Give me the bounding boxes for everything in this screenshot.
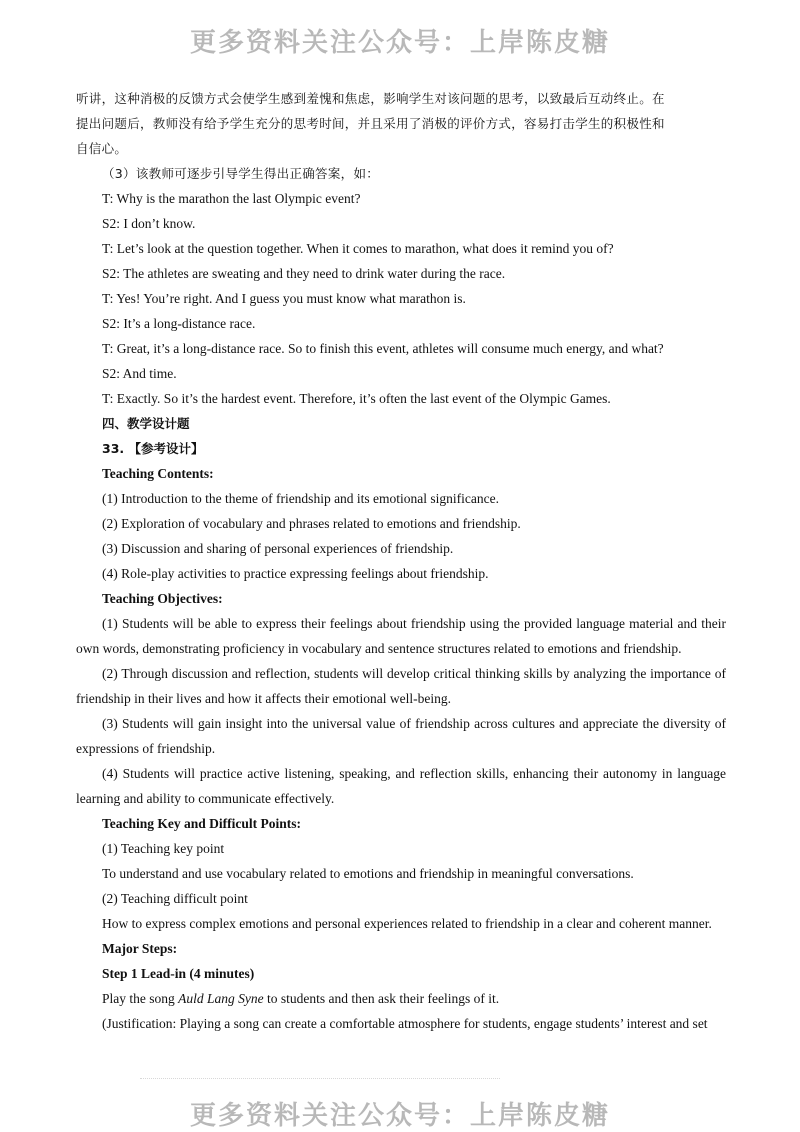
dialogue-line: S2: I don’t know.	[102, 216, 196, 231]
teaching-contents-item: (1) Introduction to the theme of friendship and its emotional significance.	[102, 491, 500, 506]
intro-line-1: 听讲，这种消极的反馈方式会使学生感到羞愧和焦虑，影响学生对该问题的思考，以致最后互动终止。在	[76, 91, 665, 106]
teaching-objective: (3) Students will gain insight into the universal value of friendship across cultures and appreciate the diversity of expressions of friendship.	[76, 716, 726, 756]
key-point-label: (1) Teaching key point	[102, 841, 225, 856]
watermark-top: 更多资料关注公众号：上岸陈皮糖	[189, 28, 610, 58]
intro-line-2: 提出问题后，教师没有给予学生充分的思考时间，并且采用了消极的评价方式，容易打击学生的积极性和	[76, 116, 665, 131]
question-number: 33. 【参考设计】	[102, 441, 204, 456]
key-point-text: To understand and use vocabulary related to emotions and friendship in meaningful conversations.	[102, 866, 634, 881]
watermark-bottom: 更多资料关注公众号：上岸陈皮糖	[189, 1101, 610, 1131]
justification-text: (Justification: Playing a song can create a comfortable atmosphere for students, engage students’ interest and set	[102, 1016, 708, 1031]
teaching-objective: (1) Students will be able to express their feelings about friendship using the provided language material and their own words, demonstrating proficiency in vocabulary and sentence structures related to emotions and friendship.	[76, 616, 726, 656]
dialogue-line: S2: It’s a long-distance race.	[102, 316, 256, 331]
difficult-point-label: (2) Teaching difficult point	[102, 891, 248, 906]
dialogue-line: T: Why is the marathon the last Olympic event?	[102, 191, 361, 206]
song-title: Auld Lang Syne	[178, 991, 264, 1006]
step-1-text-after: to students and then ask their feelings of it.	[263, 991, 500, 1006]
step-1-title: Step 1 Lead-in (4 minutes)	[102, 966, 255, 981]
document-body	[76, 86, 726, 1036]
dialogue-line: S2: The athletes are sweating and they need to drink water during the race.	[102, 266, 506, 281]
teaching-objectives-title: Teaching Objectives:	[102, 591, 223, 606]
intro-line-3: 自信心。	[76, 141, 128, 156]
dialogue-line: T: Let’s look at the question together. When it comes to marathon, what does it remind you of?	[102, 241, 614, 256]
dialogue-line: T: Exactly. So it’s the hardest event. Therefore, it’s often the last event of the Olympic Games.	[102, 391, 611, 406]
point-3-text: （3）该教师可逐步引导学生得出正确答案，如：	[102, 166, 380, 181]
major-steps-title: Major Steps:	[102, 941, 178, 956]
section-heading: 四、教学设计题	[102, 416, 190, 431]
key-points-title: Teaching Key and Difficult Points:	[102, 816, 302, 831]
dialogue-line: T: Great, it’s a long-distance race. So to finish this event, athletes will consume much energy, and what?	[102, 341, 664, 356]
teaching-objective: (2) Through discussion and reflection, students will develop critical thinking skills by analyzing the importance of friendship in their lives and how it affects their emotional well-being.	[76, 666, 726, 706]
step-1-text-before: Play the song	[102, 991, 179, 1006]
teaching-contents-item: (2) Exploration of vocabulary and phrases related to emotions and friendship.	[102, 516, 521, 531]
teaching-contents-title: Teaching Contents:	[102, 466, 214, 481]
teaching-contents-item: (4) Role-play activities to practice expressing feelings about friendship.	[102, 566, 489, 581]
faded-line-divider	[140, 1078, 500, 1081]
dialogue-line: T: Yes! You’re right. And I guess you must know what marathon is.	[102, 291, 466, 306]
step-1-text	[76, 986, 726, 1011]
dialogue-line: S2: And time.	[102, 366, 177, 381]
teaching-objective: (4) Students will practice active listening, speaking, and reflection skills, enhancing their autonomy in language learning and ability to communicate effectively.	[76, 766, 726, 806]
teaching-contents-item: (3) Discussion and sharing of personal experiences of friendship.	[102, 541, 454, 556]
difficult-point-text: How to express complex emotions and personal experiences related to friendship in a clear and coherent manner.	[102, 916, 712, 931]
